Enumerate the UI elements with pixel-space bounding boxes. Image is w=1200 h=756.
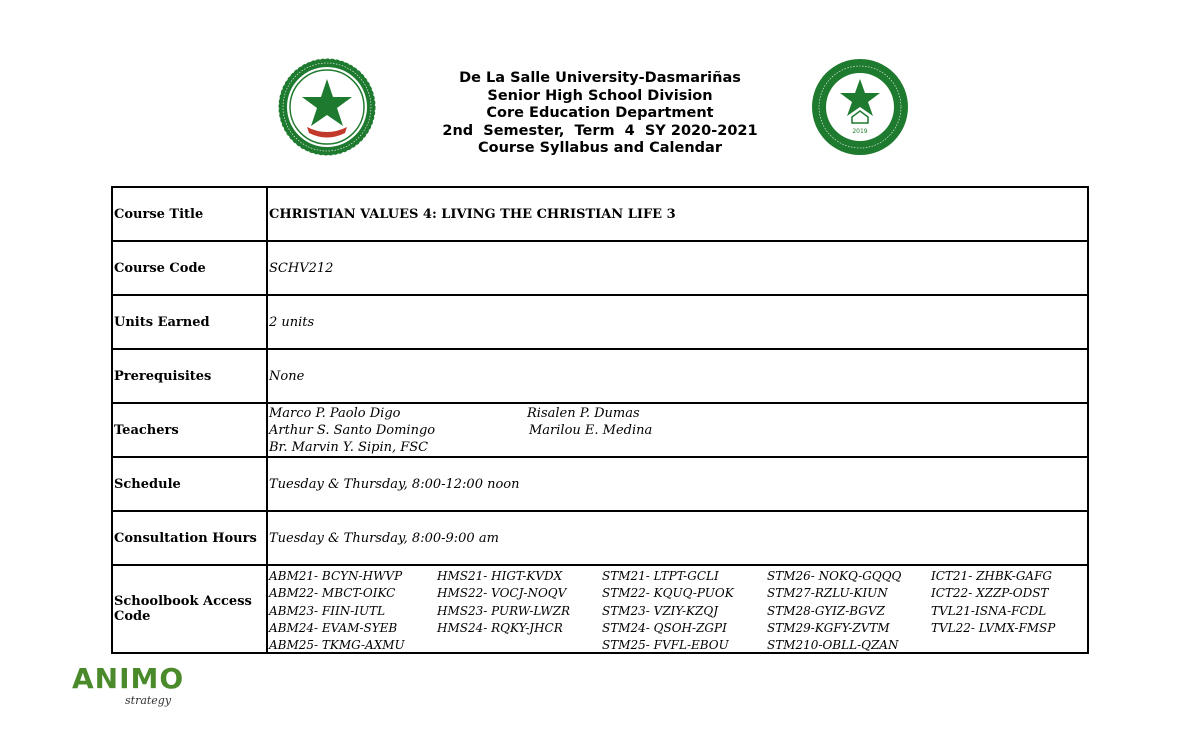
teacher-name: Br. Marvin Y. Sipin, FSC (269, 439, 429, 455)
access-code: STM25- FVFL-EBOU (602, 638, 729, 653)
value-course-code: SCHV212 (267, 241, 1088, 295)
teachers-col1 (269, 405, 527, 456)
teachers-col2 (527, 405, 652, 456)
access-code: STM29-KGFY-ZVTM (767, 620, 890, 635)
access-code: HMS22- VOCJ-NOQV (437, 586, 567, 601)
animo-word: ANIMO (72, 662, 185, 695)
access-code: ABM24- EVAM-SYEB (269, 620, 398, 635)
row-access-codes (112, 565, 1088, 653)
header-division: Senior High School Division (487, 87, 713, 104)
access-code: HMS21- HIGT-KVDX (437, 569, 563, 583)
row-prerequisites (112, 349, 1088, 403)
label-course-code: Course Code (112, 241, 267, 295)
row-course-code (112, 241, 1088, 295)
value-access-codes (267, 565, 1088, 653)
shs-seal-right (810, 57, 910, 157)
label-access-line1: Schoolbook Access (114, 594, 252, 609)
access-code: STM26- NOKQ-GQQQ (767, 569, 902, 583)
label-units: Units Earned (112, 295, 267, 349)
header-university: De La Salle University-Dasmariñas (459, 70, 741, 86)
label-teachers: Teachers (112, 403, 267, 457)
row-teachers (112, 403, 1088, 457)
label-prerequisites: Prerequisites (112, 349, 267, 403)
animo-strategy-logo (70, 660, 190, 710)
syllabus-table (111, 186, 1089, 654)
label-consultation: Consultation Hours (112, 511, 267, 565)
header-department: Core Education Department (486, 105, 714, 121)
access-code: ICT21- ZHBK-GAFG (931, 569, 1052, 583)
value-teachers (267, 403, 1088, 457)
row-units (112, 295, 1088, 349)
label-schedule: Schedule (112, 457, 267, 511)
label-access-line2: Code (114, 609, 151, 624)
row-consultation (112, 511, 1088, 565)
value-prerequisites: None (267, 349, 1088, 403)
access-code: STM21- LTPT-GCLI (602, 569, 719, 583)
teacher-name: Risalen P. Dumas (527, 405, 640, 421)
access-code: ABM25- TKMG-AXMU (269, 638, 405, 653)
access-code: STM24- QSOH-ZGPI (602, 620, 727, 635)
codes-abm (269, 568, 405, 654)
seal-year: 2019 (852, 128, 868, 135)
access-code: ABM23- FIIN-IUTL (269, 603, 386, 618)
label-course-title: Course Title (112, 187, 267, 241)
label-access-codes (112, 565, 267, 653)
access-code: ABM21- BCYN-HWVP (269, 569, 403, 583)
access-code: HMS23- PURW-LWZR (437, 603, 571, 618)
header-term: 2nd Semester, Term 4 SY 2020-2021 (442, 122, 758, 139)
codes-stm-b (767, 568, 901, 654)
animo-tagline: strategy (125, 694, 172, 707)
value-course-title: CHRISTIAN VALUES 4: LIVING THE CHRISTIAN LIFE 3 (267, 187, 1088, 241)
codes-hms (437, 568, 570, 637)
access-code: STM28-GYIZ-BGVZ (767, 603, 885, 618)
header-doc-title: Course Syllabus and Calendar (478, 140, 722, 156)
access-code: ICT22- XZZP-ODST (931, 586, 1049, 601)
codes-ict-tvl (931, 568, 1055, 637)
value-consultation: Tuesday & Thursday, 8:00-9:00 am (267, 511, 1088, 565)
codes-stm-a (602, 568, 734, 654)
value-units: 2 units (267, 295, 1088, 349)
row-schedule (112, 457, 1088, 511)
row-course-title (112, 187, 1088, 241)
access-code: TVL21-ISNA-FCDL (931, 603, 1047, 618)
access-code: STM27-RZLU-KIUN (767, 586, 888, 601)
value-schedule: Tuesday & Thursday, 8:00-12:00 noon (267, 457, 1088, 511)
dlsud-seal-left (277, 57, 377, 157)
access-code: TVL22- LVMX-FMSP (931, 620, 1056, 635)
access-code: ABM22- MBCT-OIKC (269, 586, 396, 601)
access-code: STM23- VZIY-KZQJ (602, 603, 719, 618)
access-code: HMS24- RQKY-JHCR (437, 620, 563, 635)
document-header (380, 70, 820, 158)
teacher-name: Marilou E. Medina (529, 422, 653, 438)
access-code: STM22- KQUQ-PUOK (602, 586, 734, 601)
teacher-name: Marco P. Paolo Digo (269, 405, 401, 421)
access-code: STM210-OBLL-QZAN (767, 638, 899, 653)
teacher-name: Arthur S. Santo Domingo (269, 422, 436, 438)
